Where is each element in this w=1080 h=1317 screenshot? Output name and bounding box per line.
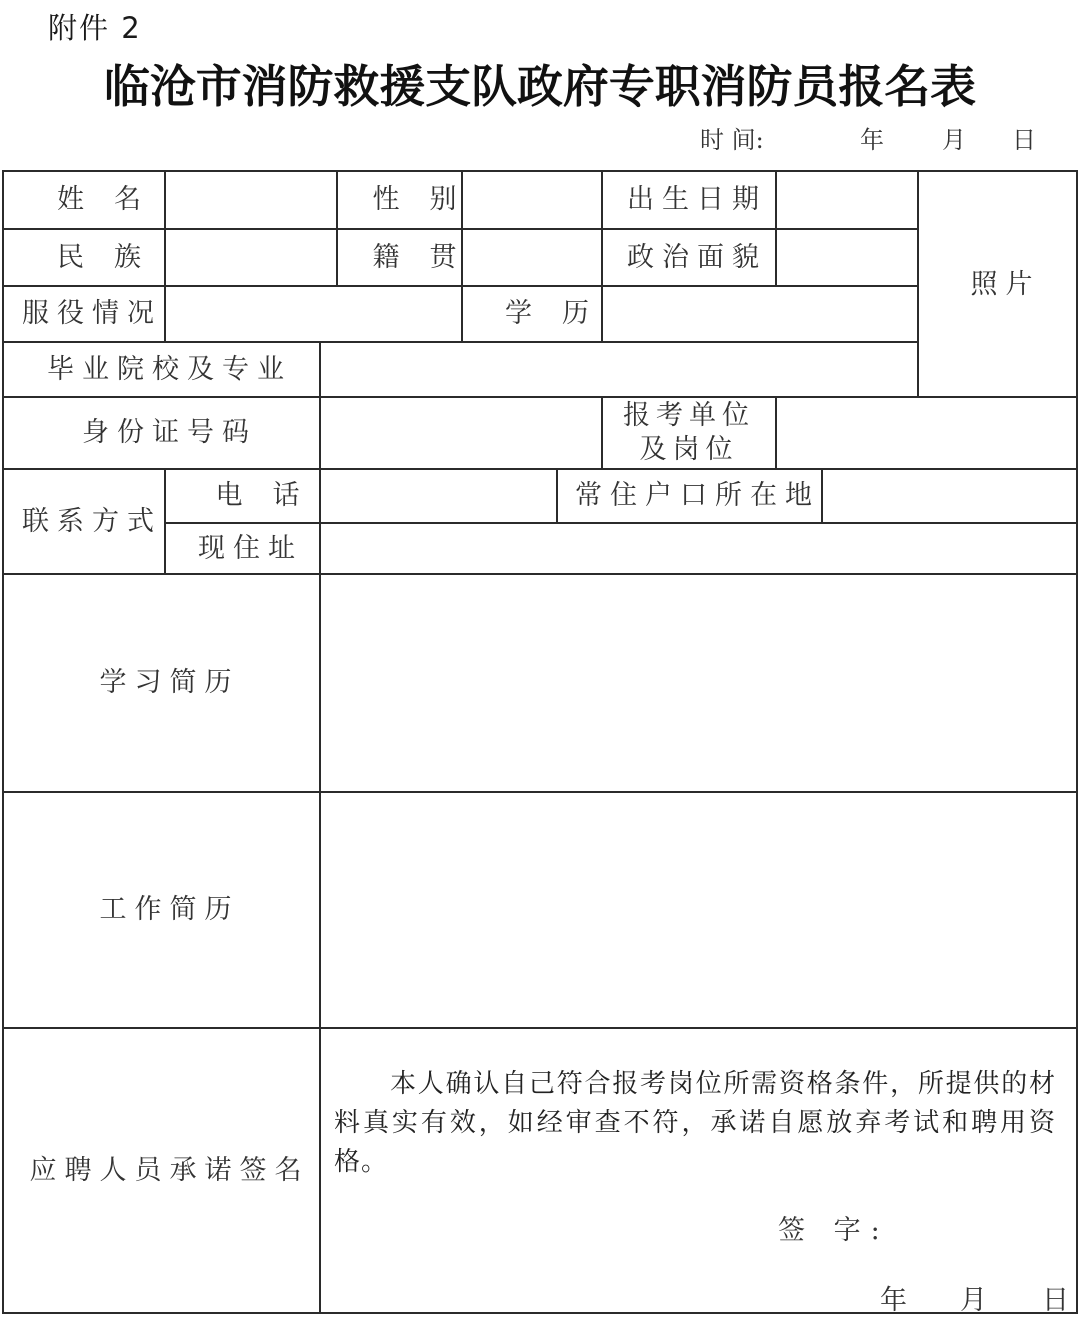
school-major-label: 毕业院校及专业 <box>47 353 292 385</box>
school-major-field[interactable] <box>321 343 917 396</box>
hukou-field[interactable] <box>823 470 1076 522</box>
pledge-text: 本人确认自己符合报考岗位所需资格条件，所提供的材料真实有效，如经审查不符，承诺自愿放弃考试和聘用资格。 <box>334 1069 1056 1177</box>
time-day: 日 <box>1012 126 1036 154</box>
contact-label: 联系方式 <box>22 505 162 537</box>
sign-day: 日 <box>1042 1285 1069 1316</box>
ethnicity-label: 民族 <box>57 241 171 273</box>
sign-year: 年 <box>880 1285 907 1316</box>
gender-field[interactable] <box>463 172 601 228</box>
apply-unit-line1: 报考单位 <box>623 400 755 431</box>
work-history-label: 工作简历 <box>99 894 240 926</box>
native-place-label: 籍贯 <box>372 241 487 273</box>
study-history-label: 学习简历 <box>99 667 240 699</box>
study-history-field[interactable] <box>321 575 1076 791</box>
form-title: 临沧市消防救援支队政府专职消防员报名表 <box>103 60 977 113</box>
gender-label: 性别 <box>372 184 487 216</box>
apply-unit-line2: 及岗位 <box>639 434 739 465</box>
sign-month: 月 <box>960 1285 987 1316</box>
attachment-label: 附件 2 <box>48 11 142 45</box>
address-label: 现住址 <box>198 532 303 564</box>
education-field[interactable] <box>603 287 917 341</box>
pledge-label: 应聘人员承诺签名 <box>29 1154 310 1186</box>
signature-field[interactable] <box>880 1210 1060 1244</box>
address-field[interactable] <box>321 524 1076 573</box>
birth-date-field[interactable] <box>777 172 917 228</box>
time-label: 时 间: <box>700 126 764 154</box>
name-label: 姓名 <box>57 184 171 216</box>
military-service-label: 服役情况 <box>22 298 162 330</box>
name-field[interactable] <box>166 172 336 228</box>
political-status-field[interactable] <box>777 230 917 285</box>
time-year: 年 <box>860 126 884 154</box>
birth-date-label: 出生日期 <box>627 184 767 216</box>
apply-unit-field[interactable] <box>777 398 1076 468</box>
signature-label: 签 字: <box>778 1215 890 1246</box>
id-number-field[interactable] <box>321 398 601 468</box>
political-status-label: 政治面貌 <box>627 241 767 273</box>
time-month: 月 <box>942 126 966 154</box>
work-history-field[interactable] <box>321 793 1076 1027</box>
ethnicity-field[interactable] <box>166 230 336 285</box>
education-label: 学历 <box>505 298 619 330</box>
military-service-field[interactable] <box>166 287 461 341</box>
phone-label: 电话 <box>215 480 330 512</box>
native-place-field[interactable] <box>463 230 601 285</box>
phone-field[interactable] <box>321 470 556 522</box>
photo-box[interactable]: 照片 <box>970 269 1041 301</box>
hukou-label: 常住户口所在地 <box>575 480 820 512</box>
apply-unit-label <box>603 398 775 468</box>
id-number-label: 身份证号码 <box>82 417 257 449</box>
